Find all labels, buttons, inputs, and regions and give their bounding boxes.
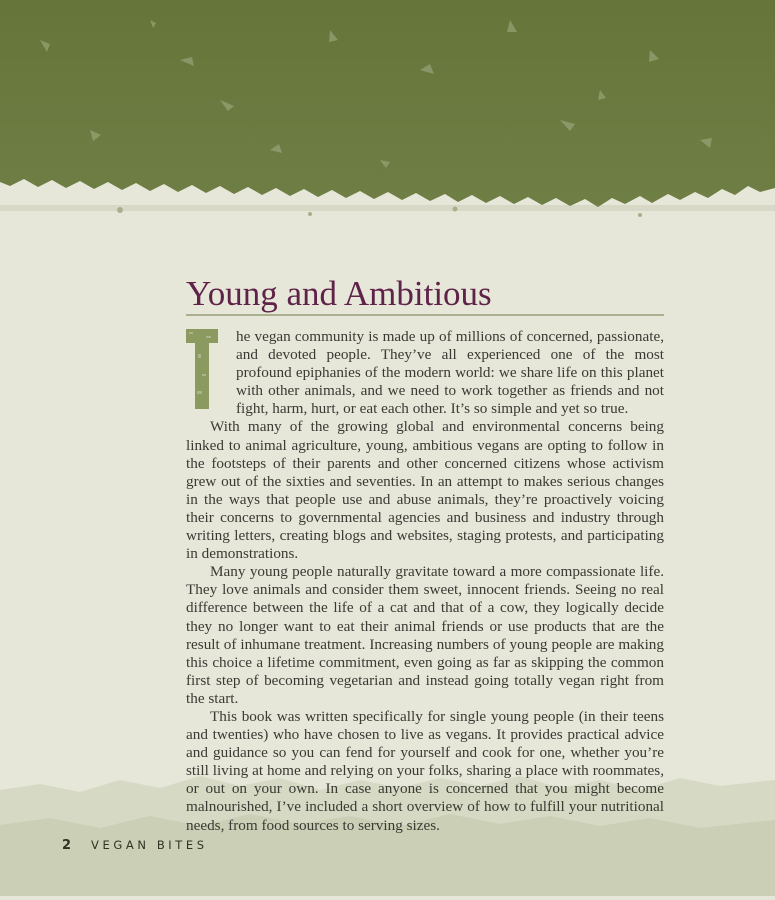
article xyxy=(186,274,664,835)
paragraph-1 xyxy=(186,328,664,418)
running-head: VEGAN BITES xyxy=(91,838,208,852)
article-title: Young and Ambitious xyxy=(186,274,664,316)
article-body xyxy=(186,328,664,835)
paragraph-1-text: he vegan community is made up of millions of concerned, passionate, and devoted people. They’ve all experienced one of the most profound epiphanies of the modern world: we share life on this planet with other animals, and we need to work together as friends and not fight, harm, hurt, or eat each other. It’s so simple and yet so true. xyxy=(236,328,664,418)
page-footer xyxy=(62,838,208,853)
header-texture-band xyxy=(0,0,775,250)
paragraph-4: This book was written specifically for single young people (in their teens and twenties) who have chosen to live as vegans. It provides practical advice and guidance so you can fend for yourself and cook for one, whether you’re still living at home and relying on your folks, sharing a place with roommates, or out on your own. In case anyone is concerned that you might become malnourished, I’ve included a short overview of how to fulfill your nutritional needs, from food sources to serving sizes. xyxy=(186,707,664,834)
drop-cap-t xyxy=(186,329,218,409)
paragraph-3: Many young people naturally gravitate toward a more compassionate life. They love animals and consider them sweet, innocent friends. Seeing no real difference between the life of a cat and that of a cow, they logically decide they no longer want to eat their animal friends or use products that are the result of inhumane treatment. Increasing numbers of young people are making this choice a lifetime commitment, even going as far as skipping the common first step of becoming vegetarian and instead going totally vegan right from the start. xyxy=(186,563,664,707)
paragraph-2: With many of the growing global and environmental concerns being linked to animal agriculture, young, ambitious vegans are opting to follow in the footsteps of their parents and other concerned citizens whose activism grew out of the sixties and seventies. In an attempt to makes serious changes in the ways that people use and abuse animals, they’re proactively voicing their concerns to governmental agencies and business and industry through writing letters, creating blogs and websites, staging protests, and participating in demonstrations. xyxy=(186,418,664,563)
page-number: 2 xyxy=(62,838,72,853)
